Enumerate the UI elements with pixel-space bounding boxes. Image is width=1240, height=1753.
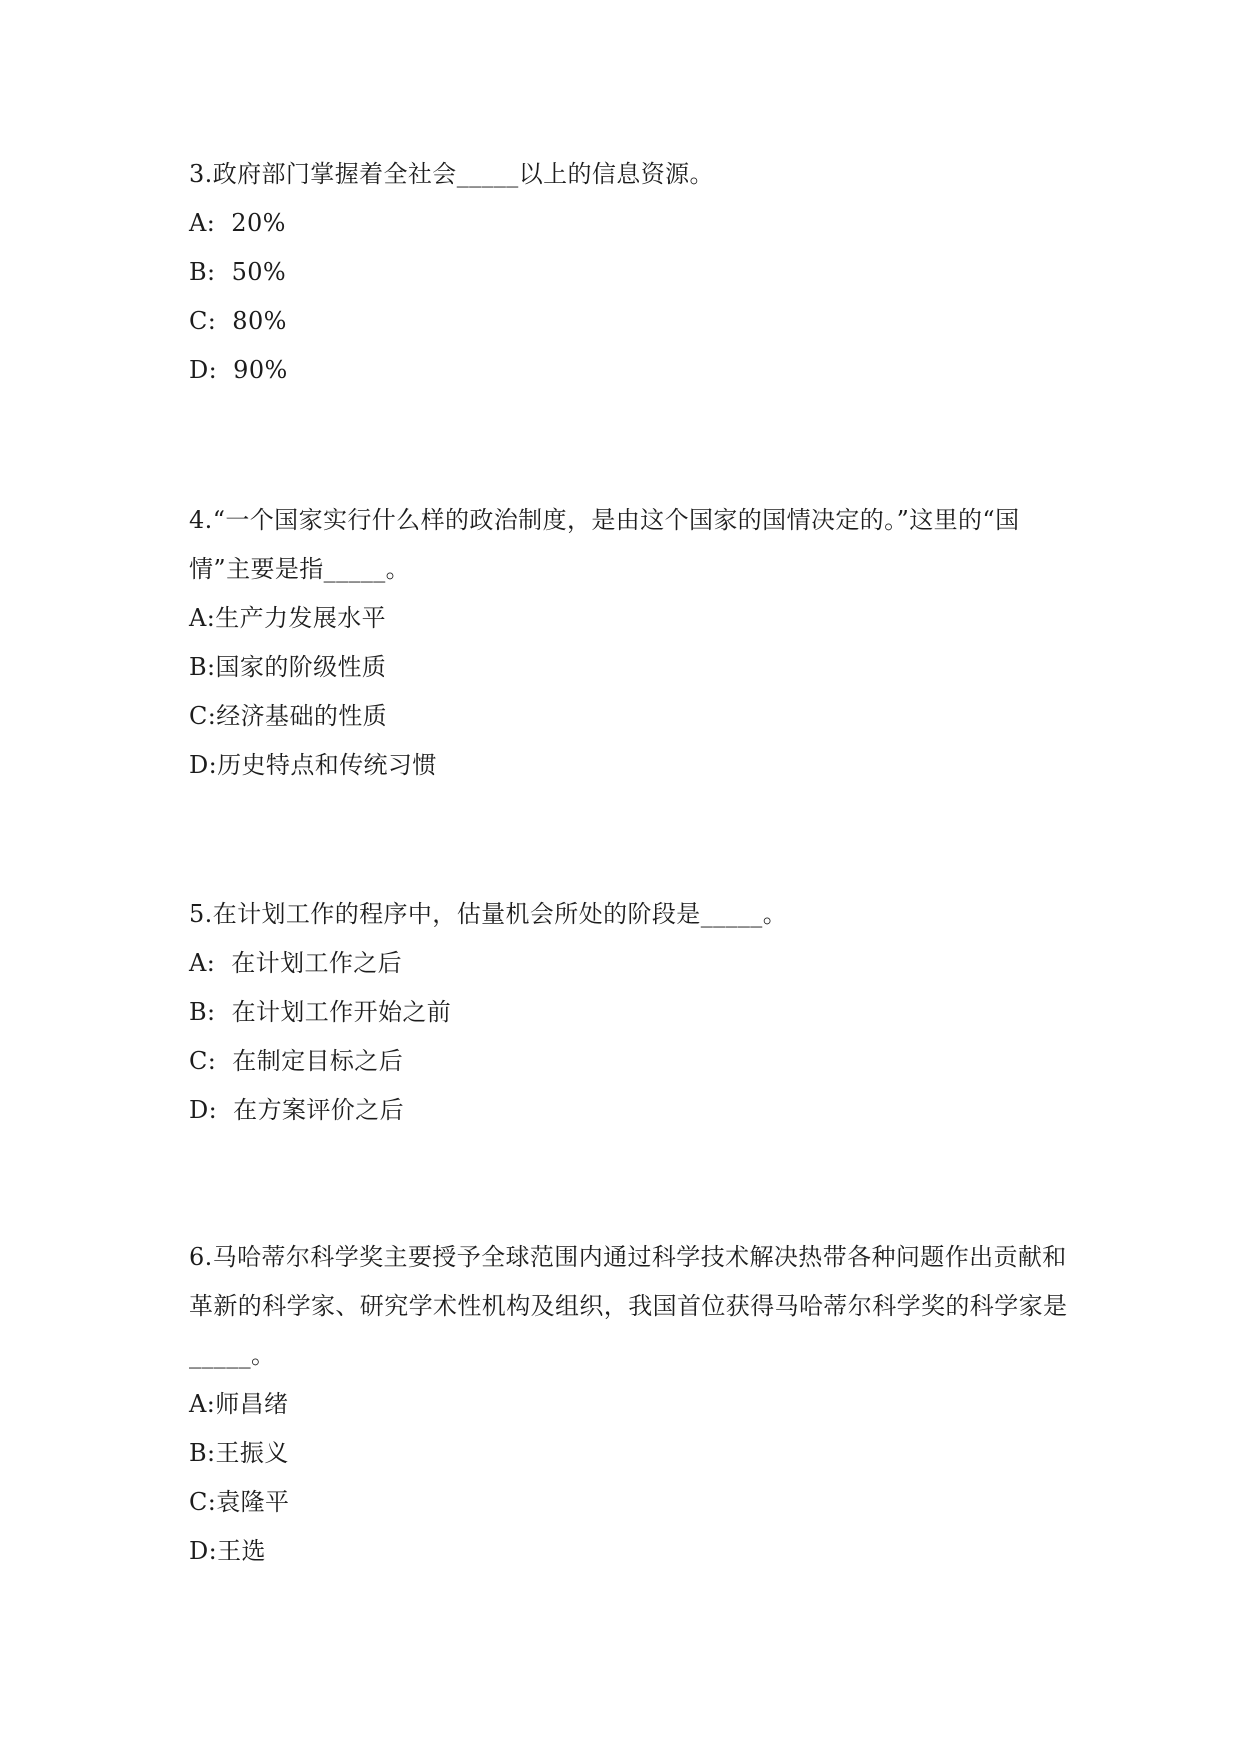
question-3: [189, 150, 1069, 395]
question-stem: 4.“一个国家实行什么样的政治制度，是由这个国家的国情决定的。”这里的“国情”主要是指_____。: [189, 506, 1020, 583]
option-a: A:师昌绪: [189, 1390, 289, 1418]
question-6: [189, 1233, 1069, 1576]
option-d: D: 在方案评价之后: [189, 1096, 404, 1124]
question-4: [189, 496, 1069, 790]
option-b: B:国家的阶级性质: [189, 653, 387, 681]
option-c: C:经济基础的性质: [189, 702, 388, 730]
question-5: [189, 890, 1069, 1135]
option-b: B:王振义: [189, 1439, 289, 1467]
question-stem: 6.马哈蒂尔科学奖主要授予全球范围内通过科学技术解决热带各种问题作出贡献和革新的科学家、研究学术性机构及组织，我国首位获得马哈蒂尔科学奖的科学家是_____。: [189, 1243, 1068, 1369]
option-b: B: 在计划工作开始之前: [189, 998, 452, 1026]
option-a: A:生产力发展水平: [189, 604, 387, 632]
option-d: D:王选: [189, 1537, 266, 1565]
option-b: B: 50%: [189, 258, 287, 286]
question-stem: 3.政府部门掌握着全社会_____以上的信息资源。: [189, 160, 714, 188]
question-stem: 5.在计划工作的程序中，估量机会所处的阶段是_____。: [189, 900, 788, 928]
option-d: D: 90%: [189, 356, 288, 384]
option-c: C:袁隆平: [189, 1488, 290, 1516]
option-d: D:历史特点和传统习惯: [189, 751, 437, 779]
option-c: C: 在制定目标之后: [189, 1047, 404, 1075]
option-a: A: 20%: [189, 209, 286, 237]
option-c: C: 80%: [189, 307, 287, 335]
option-a: A: 在计划工作之后: [189, 949, 403, 977]
